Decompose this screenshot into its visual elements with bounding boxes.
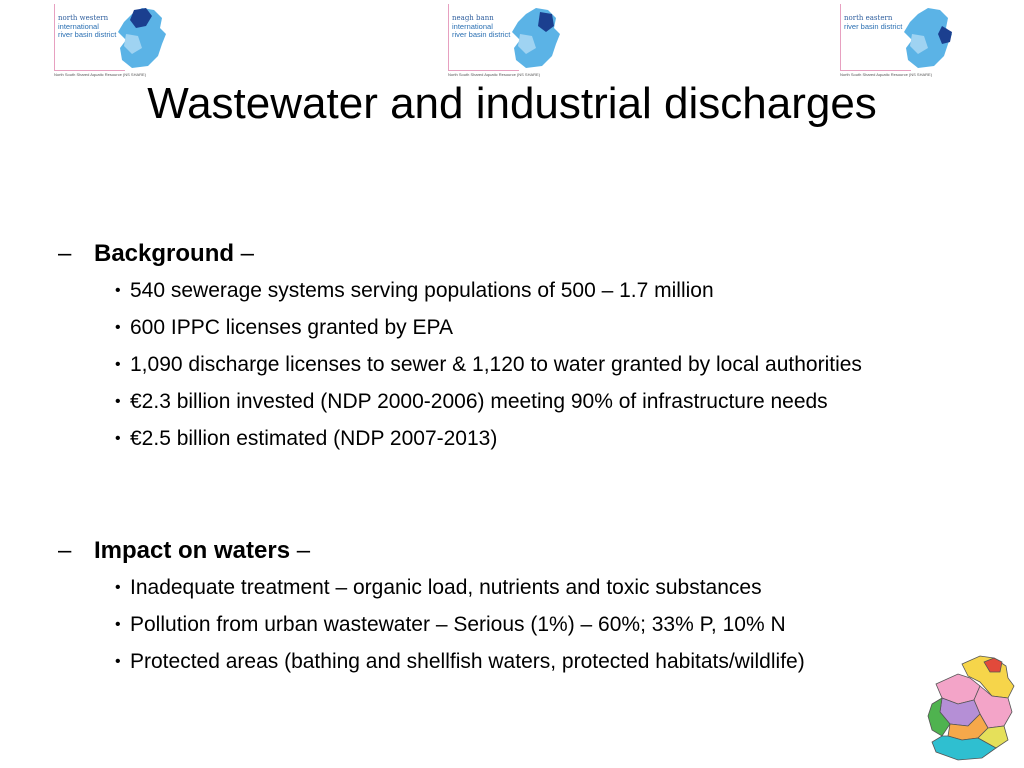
logo-north-eastern [840, 4, 970, 82]
ireland-map-icon [112, 4, 172, 74]
ireland-map-icon [506, 4, 566, 74]
river-basin-map-icon [922, 652, 1022, 764]
logo-footer: North South Shared Aquatic Resource (NS SHARE) [54, 72, 147, 77]
list-item-text: 600 IPPC licenses granted by EPA [130, 316, 453, 339]
logo-neagh-bann [448, 4, 578, 82]
section-heading-suffix: – [234, 240, 255, 267]
list-item-text: 1,090 discharge licenses to sewer & 1,120 to water granted by local authorities [130, 353, 862, 376]
list-item [58, 610, 998, 640]
logo-line-2: river basin district [844, 21, 903, 31]
list-item [58, 573, 998, 603]
list-item [58, 313, 998, 343]
list-item [58, 276, 998, 306]
logo-footer: North South Shared Aquatic Resource (NS SHARE) [840, 72, 933, 77]
logo-line-1: north western [58, 14, 109, 22]
dash-marker: – [58, 240, 72, 267]
logo-line-1: north eastern [844, 14, 893, 22]
logo-north-western [54, 4, 184, 82]
bullet-icon: • [115, 393, 121, 410]
logo-line-2: international [58, 21, 99, 31]
logo-line-3: river basin district [452, 30, 511, 39]
logo-line-2: international [452, 21, 493, 31]
list-item [58, 387, 998, 417]
list-item-text: €2.5 billion estimated (NDP 2007-2013) [130, 427, 498, 450]
logo-footer: North South Shared Aquatic Resource (NS SHARE) [448, 72, 541, 77]
bullet-icon: • [115, 616, 121, 633]
ireland-map-icon [898, 4, 958, 74]
bullet-icon: • [115, 356, 121, 373]
logo-line-3: river basin district [58, 30, 117, 39]
list-item [58, 350, 960, 380]
bullet-list [58, 276, 998, 454]
bullet-icon: • [115, 282, 121, 299]
list-item-text: Protected areas (bathing and shellfish waters, protected habitats/wildlife) [130, 650, 805, 673]
page-title: Wastewater and industrial discharges [147, 79, 877, 128]
section-background [58, 240, 998, 461]
section-heading-suffix: – [290, 537, 311, 564]
section-heading-text: Background [94, 240, 235, 267]
list-item-text: 540 sewerage systems serving populations of 500 – 1.7 million [130, 279, 714, 302]
bullet-icon: • [115, 653, 121, 670]
list-item-text: Pollution from urban wastewater – Serious (1%) – 60%; 33% P, 10% N [130, 613, 786, 636]
bullet-icon: • [115, 319, 121, 336]
logo-line-1: neagh bann [452, 14, 494, 22]
list-item [58, 424, 998, 454]
bullet-list [58, 573, 998, 677]
list-item-text: Inadequate treatment – organic load, nutrients and toxic substances [130, 576, 762, 599]
bullet-icon: • [115, 579, 121, 596]
list-item-text: €2.3 billion invested (NDP 2000-2006) meeting 90% of infrastructure needs [130, 390, 828, 413]
bullet-icon: • [115, 430, 121, 447]
list-item [58, 647, 998, 677]
section-heading [58, 240, 998, 268]
section-heading-text: Impact on waters [94, 537, 291, 564]
dash-marker: – [58, 537, 72, 564]
section-heading [58, 537, 998, 565]
section-impact-on-waters [58, 537, 998, 684]
